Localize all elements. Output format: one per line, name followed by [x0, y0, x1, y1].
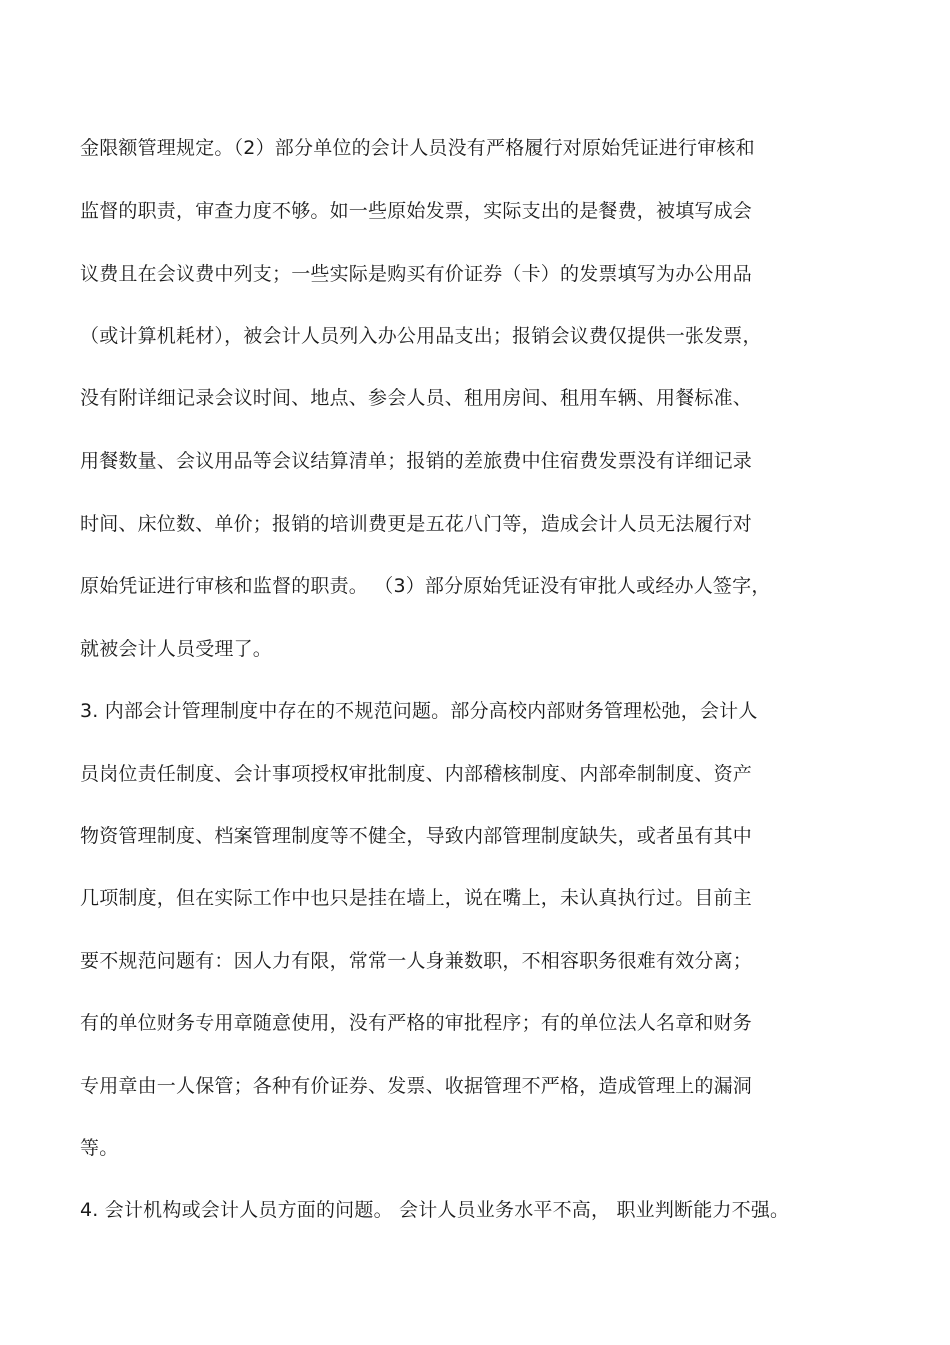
text-line-17: 等。 — [80, 1137, 119, 1159]
text-line-6: 用餐数量、会议用品等会议结算清单；报销的差旅费中住宿费发票没有详细记录 — [80, 450, 753, 472]
text-line-1: 金限额管理规定。（2）部分单位的会计人员没有严格履行对原始凭证进行审核和 — [80, 137, 755, 159]
text-line-5: 没有附详细记录会议时间、地点、参会人员、租用房间、租用车辆、用餐标准、 — [80, 387, 753, 409]
text-line-12: 物资管理制度、档案管理制度等不健全，导致内部管理制度缺失，或者虽有其中 — [80, 825, 753, 847]
text-line-15: 有的单位财务专用章随意使用，没有严格的审批程序；有的单位法人名章和财务 — [80, 1012, 753, 1034]
text-line-14: 要不规范问题有：因人力有限，常常一人身兼数职，不相容职务很难有效分离； — [80, 950, 753, 972]
text-line-2: 监督的职责，审查力度不够。如一些原始发票，实际支出的是餐费，被填写成会 — [80, 200, 753, 222]
text-line-9: 就被会计人员受理了。 — [80, 638, 273, 660]
section-3-heading-line: 3. 内部会计管理制度中存在的不规范问题。部分高校内部财务管理松弛，会计人 — [80, 700, 758, 722]
text-line-16: 专用章由一人保管；各种有价证券、发票、收据管理不严格，造成管理上的漏洞 — [80, 1075, 753, 1097]
text-line-4: （或计算机耗材），被会计人员列入办公用品支出；报销会议费仅提供一张发票， — [80, 325, 762, 347]
text-line-13: 几项制度，但在实际工作中也只是挂在墙上，说在嘴上，未认真执行过。目前主 — [80, 887, 753, 909]
text-line-7: 时间、床位数、单价；报销的培训费更是五花八门等，造成会计人员无法履行对 — [80, 513, 753, 535]
section-4-heading-line: 4. 会计机构或会计人员方面的问题。 会计人员业务水平不高， 职业判断能力不强。 — [80, 1199, 790, 1221]
text-line-8: 原始凭证进行审核和监督的职责。 （3）部分原始凭证没有审批人或经办人签字， — [80, 575, 771, 597]
text-line-11: 员岗位责任制度、会计事项授权审批制度、内部稽核制度、内部牵制制度、资产 — [80, 763, 753, 785]
text-line-3: 议费且在会议费中列支；一些实际是购买有价证券（卡）的发票填写为办公用品 — [80, 263, 753, 285]
